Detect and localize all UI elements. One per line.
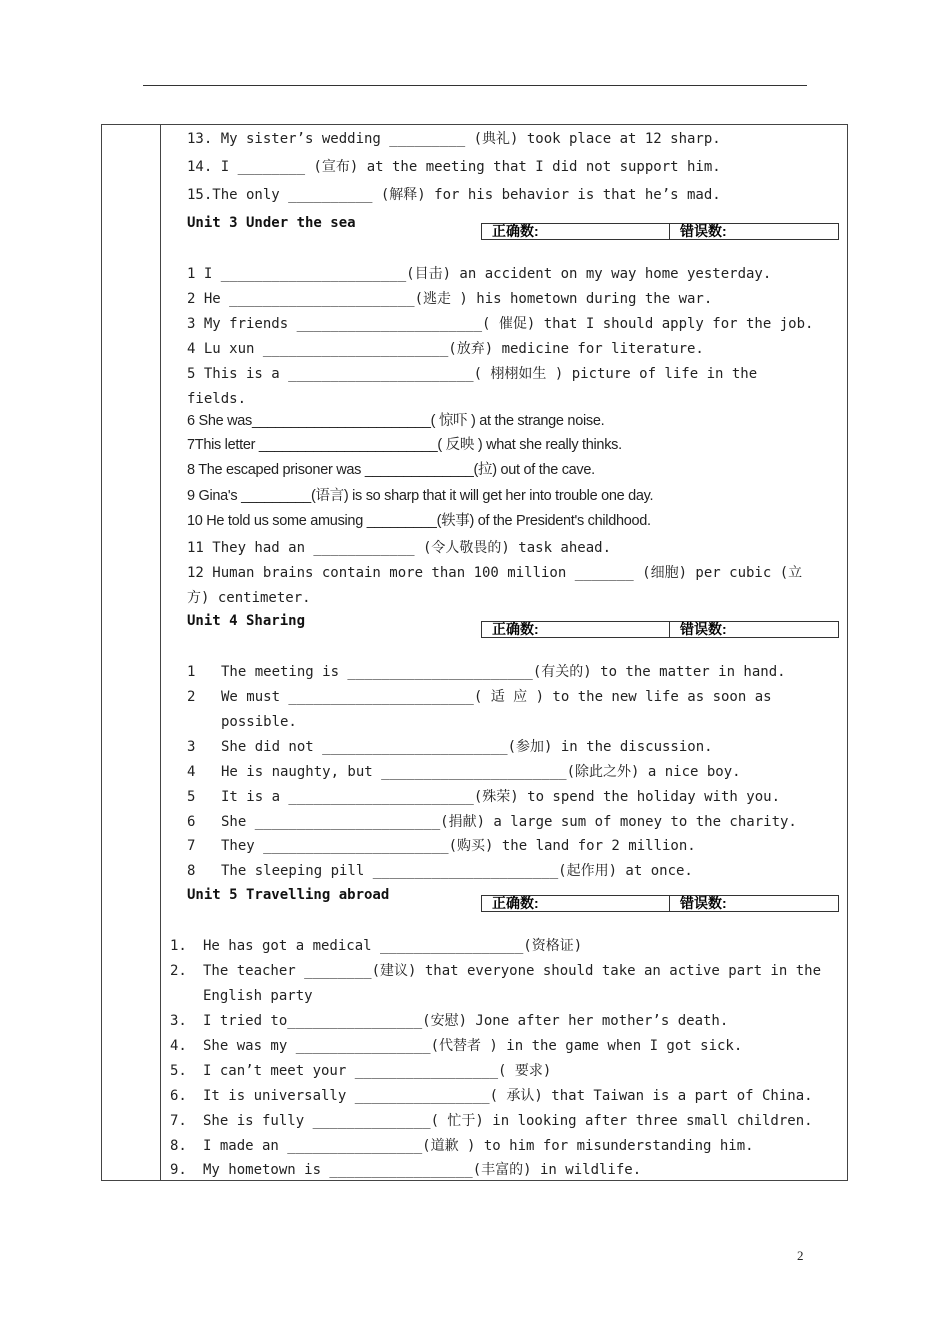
unit5-item-2: The teacher ________(建议) that everyone should take an active part in the: [203, 963, 822, 979]
unit5-item-7-num: 7.: [170, 1113, 187, 1129]
unit3-item-5-cont: fields.: [187, 391, 247, 407]
unit5-item-9-num: 9.: [170, 1162, 187, 1178]
page-number: 2: [797, 1248, 804, 1263]
wrong-count-label: 错误数:: [680, 895, 727, 911]
unit4-item-6: She ______________________(捐献) a large sum of money to the charity.: [221, 814, 797, 830]
wrong-count-label: 错误数:: [680, 223, 727, 239]
unit4-item-6-num: 6: [187, 814, 196, 830]
unit3-item-6: 6 She was_______________________( 惊吓 ) at the strange noise.: [187, 413, 605, 429]
unit5-item-5: I can’t meet your _________________( 要求): [203, 1063, 552, 1079]
unit4-item-2-cont: possible.: [221, 714, 297, 730]
unit2-item-15: 15.The only __________ (解释) for his behavior is that he’s mad.: [187, 187, 721, 203]
unit5-item-3: I tried to________________(安慰) Jone after her mother’s death.: [203, 1013, 729, 1029]
unit5-item-4: She was my ________________(代替者 ) in the game when I got sick.: [203, 1038, 743, 1054]
unit4-title: Unit 4 Sharing: [187, 613, 306, 629]
unit4-item-3-num: 3: [187, 739, 196, 755]
correct-count-label: 正确数:: [482, 224, 670, 239]
unit5-item-2-cont: English party: [203, 988, 313, 1004]
unit4-item-1: The meeting is ______________________(有关的) to the matter in hand.: [221, 664, 786, 680]
unit5-item-1-num: 1.: [170, 938, 187, 954]
correct-count-label: 正确数:: [482, 622, 670, 637]
header-rule: [143, 85, 807, 86]
unit3-item-11: 11 They had an ____________ (令人敬畏的) task ahead.: [187, 540, 612, 556]
unit4-item-4: He is naughty, but ______________________(除此之外) a nice boy.: [221, 764, 741, 780]
unit3-item-3: 3 My friends ______________________( 催促) that I should apply for the job.: [187, 316, 814, 332]
unit5-item-8: I made an ________________(道歉 ) to him for misunderstanding him.: [203, 1138, 754, 1154]
unit5-title: Unit 5 Travelling abroad: [187, 887, 390, 903]
unit3-item-8: 8 The escaped prisoner was ______________(拉) out of the cave.: [187, 462, 595, 478]
unit3-item-10: 10 He told us some amusing _________(轶事) of the President's childhood.: [187, 513, 651, 529]
unit2-item-14: 14. I ________ (宣布) at the meeting that I did not support him.: [187, 159, 721, 175]
unit3-item-2: 2 He ______________________(逃走 ) his hometown during the war.: [187, 291, 713, 307]
wrong-count-label: 错误数:: [680, 621, 727, 637]
unit5-item-1: He has got a medical _________________(资格证): [203, 938, 583, 954]
unit3-item-1: 1 I ______________________(目击) an accident on my way home yesterday.: [187, 266, 772, 282]
unit4-item-4-num: 4: [187, 764, 196, 780]
unit3-title: Unit 3 Under the sea: [187, 215, 356, 231]
unit4-item-8-num: 8: [187, 863, 196, 879]
unit3-score-box: [481, 223, 839, 240]
unit3-item-12-cont: 方) centimeter.: [187, 590, 311, 606]
unit4-score-box: [481, 621, 839, 638]
unit3-item-5: 5 This is a ______________________( 栩栩如生 ) picture of life in the: [187, 366, 758, 382]
unit5-item-3-num: 3.: [170, 1013, 187, 1029]
unit2-item-13: 13. My sister’s wedding _________ (典礼) took place at 12 sharp.: [187, 131, 721, 147]
unit4-item-3: She did not ______________________(参加) in the discussion.: [221, 739, 713, 755]
unit5-score-box: [481, 895, 839, 912]
unit4-item-7-num: 7: [187, 838, 196, 854]
unit4-item-5-num: 5: [187, 789, 196, 805]
unit3-item-7: 7This letter _______________________( 反映 ) what she really thinks.: [187, 437, 622, 453]
unit4-item-1-num: 1: [187, 664, 196, 680]
correct-count-label: 正确数:: [482, 896, 670, 911]
unit5-item-9: My hometown is _________________(丰富的) in wildlife.: [203, 1162, 642, 1178]
unit4-item-5: It is a ______________________(殊荣) to spend the holiday with you.: [221, 789, 781, 805]
unit5-item-2-num: 2.: [170, 963, 187, 979]
unit5-item-6-num: 6.: [170, 1088, 187, 1104]
unit4-item-7: They ______________________(购买) the land for 2 million.: [221, 838, 696, 854]
unit3-item-4: 4 Lu xun ______________________(放弃) medicine for literature.: [187, 341, 704, 357]
unit5-item-8-num: 8.: [170, 1138, 187, 1154]
unit4-item-2: We must ______________________( 适 应 ) to the new life as soon as: [221, 689, 772, 705]
unit3-item-12: 12 Human brains contain more than 100 million _______ (细胞) per cubic (立: [187, 565, 803, 581]
unit5-item-4-num: 4.: [170, 1038, 187, 1054]
table-left-column-divider: [160, 124, 161, 1181]
unit4-item-8: The sleeping pill ______________________(起作用) at once.: [221, 863, 693, 879]
unit5-item-7: She is fully ______________( 忙于) in looking after three small children.: [203, 1113, 813, 1129]
unit5-item-6: It is universally ________________( 承认) that Taiwan is a part of China.: [203, 1088, 813, 1104]
unit4-item-2-num: 2: [187, 689, 196, 705]
unit3-item-9: 9 Gina's _________(语言) is so sharp that it will get her into trouble one day.: [187, 488, 654, 504]
unit5-item-5-num: 5.: [170, 1063, 187, 1079]
